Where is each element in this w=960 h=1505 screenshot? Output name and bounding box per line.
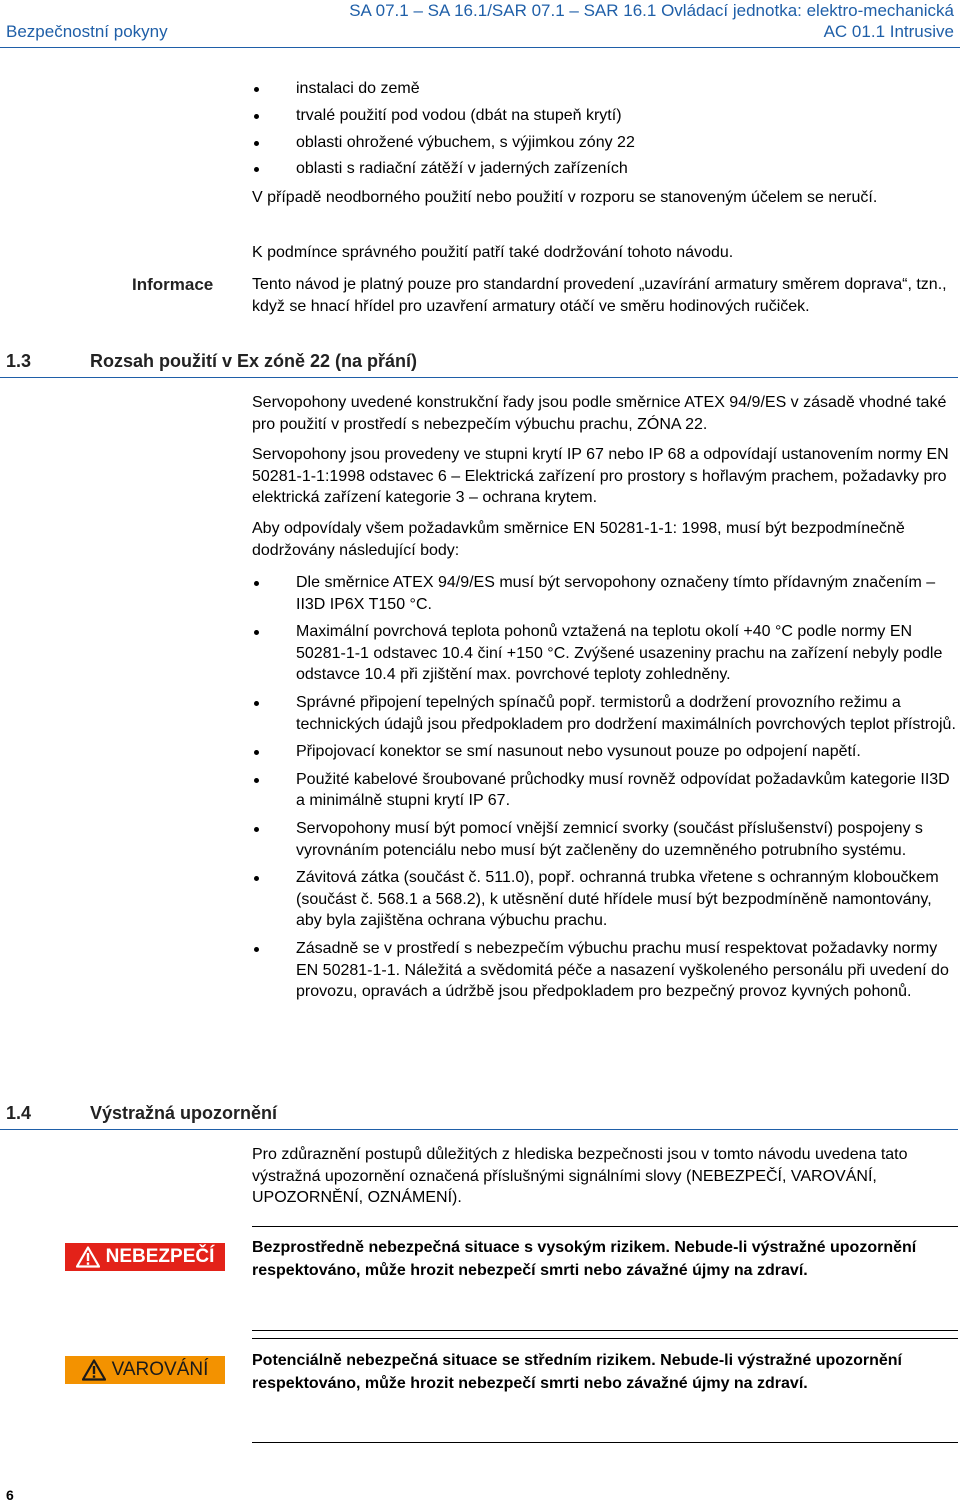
info-text: Tento návod je platný pouze pro standardní provedení „uzavírání armatury směrem doprava“, tzn., když se hnací hřídel pro uzavření armatury otáčí ve směru hodinových ručiček. [252,276,947,315]
intro-block [252,78,958,185]
warning-text: Potenciálně nebezpečná situace se středním rizikem. Nebude-li výstražné upozornění respektováno, může hrozit nebezpečí smrti nebo závažné újmy na zdraví. [252,1352,902,1392]
header-product-title [349,0,954,42]
danger-signal-panel [65,1243,225,1271]
page-number: 6 [6,1487,14,1503]
section13-paragraph-2: Servopohony jsou provedeny ve stupni krytí IP 67 nebo IP 68 a odpovídají ustanovením normy EN 50281-1-1:1998 odstavec 6 – Elektrická zařízení pro prostory s hořlavým prachem, požadavky pro elektrická zařízení kategorie 3 – ochrana krytem. [252,446,949,507]
info-label: Informace [132,275,214,294]
list-item: instalaci do země [252,78,958,100]
intro-paragraph-usage: K podmínce správného použití patří také dodržování tohoto návodu. [252,244,734,261]
section14-intro: Pro zdůraznění postupů důležitých z hlediska bezpečnosti jsou v tomto návodu uvedena tato výstražná upozornění označená příslušnými signálními slovy (NEBEZPEČÍ, VAROVÁNÍ, UPOZORNĚNÍ, OZNÁMENÍ). [252,1146,908,1207]
warning-bottom-rule [252,1442,958,1443]
warning-signal-word: VAROVÁNÍ [111,1359,209,1380]
section13-requirements [252,572,958,1009]
section-rule [0,1129,958,1130]
list-item: Dle směrnice ATEX 94/9/ES musí být servopohony označeny tímto přídavným značením – II3D IP6X T150 °C. [252,572,958,615]
warning-top-rule [252,1338,958,1339]
section-title: Výstražná upozornění [90,1103,278,1123]
section-heading-1-4 [6,1103,277,1124]
header-product-line1: SA 07.1 – SA 16.1/SAR 07.1 – SAR 16.1 Ovládací jednotka: elektro-mechanická [349,1,954,20]
list-item: Maximální povrchová teplota pohonů vztažená na teplotu okolí +40 °C podle normy EN 50281-1-1 odstavec 10.4 činí +150 °C. Zvýšené usazeniny prachu na zařízení nebyly podle odstavce 10.4 při zjištění max. povrchové teploty zohledněny. [252,621,958,686]
header-rule [0,47,960,48]
list-item: oblasti ohrožené výbuchem, s výjimkou zóny 22 [252,132,958,154]
section-rule [0,377,958,378]
section-title: Rozsah použití v Ex zóně 22 (na přání) [90,351,418,371]
intro-bullet-list [252,78,958,180]
section-number: 1.3 [6,351,32,371]
list-item: Zásadně se v prostředí s nebezpečím výbuchu prachu musí respektovat požadavky normy EN 50281-1-1. Náležitá a svědomitá péče a nasazení vyškoleného personálu při uvedení do provozu, opravách a údržbě jsou předpokladem pro bezpečný provoz kyvných pohonů. [252,938,958,1003]
intro-paragraph-liability: V případě neodborného použití nebo použití v rozporu se stanoveným účelem se neručí. [252,189,878,206]
list-item: Správné připojení tepelných spínačů popř. termistorů a dodržení provozního režimu a technických údajů jsou předpokladem pro dodržení maximálních povrchových teplot přístrojů. [252,692,958,735]
header-section-title: Bezpečnostní pokyny [6,22,168,41]
header-product-line2: AC 01.1 Intrusive [823,22,954,41]
section-heading-1-3 [6,351,417,372]
list-item: trvalé použití pod vodou (dbát na stupeň krytí) [252,105,958,127]
danger-signal-word: NEBEZPEČÍ [105,1246,215,1267]
warning-signal-panel [65,1356,225,1384]
section-number: 1.4 [6,1103,32,1123]
list-item: oblasti s radiační zátěží v jaderných zařízeních [252,158,958,180]
warning-triangle-icon [76,1246,100,1268]
danger-bottom-rule [252,1330,958,1331]
requirements-bullet-list [252,572,958,1003]
danger-text: Bezprostředně nebezpečná situace s vysokým rizikem. Nebude-li výstražné upozornění respektováno, může hrozit nebezpečí smrti nebo závažné újmy na zdraví. [252,1239,917,1279]
list-item: Servopohony musí být pomocí vnější zemnicí svorky (součást příslušenství) pospojeny s vyrovnáním potenciálu nebo musí být začleněny do uzemněného potrubního systému. [252,818,958,861]
section13-paragraph-3: Aby odpovídaly všem požadavkům směrnice EN 50281-1-1: 1998, musí být bezpodmínečně dodržovány následující body: [252,520,905,559]
list-item: Závitová zátka (součást č. 511.0), popř. ochranná trubka vřetene s ochranným kloboučkem (součást č. 568.1 a 568.2), k utěsnění duté hřídele musí být bezpodmíněně namontovány, aby byla zajištěna ochrana výbuchu prachu. [252,867,958,932]
section13-paragraph-1: Servopohony uvedené konstrukční řady jsou podle směrnice ATEX 94/9/ES v zásadě vhodné také pro použití v prostředí s nebezpečím výbuchu prachu, ZÓNA 22. [252,394,947,433]
warning-triangle-icon [82,1359,106,1381]
list-item: Připojovací konektor se smí nasunout nebo vysunout pouze po odpojení napětí. [252,741,958,763]
list-item: Použité kabelové šroubované průchodky musí rovněž odpovídat požadavkům kategorie II3D a minimálně stupni krytí IP 67. [252,769,958,812]
danger-top-rule [252,1226,958,1227]
